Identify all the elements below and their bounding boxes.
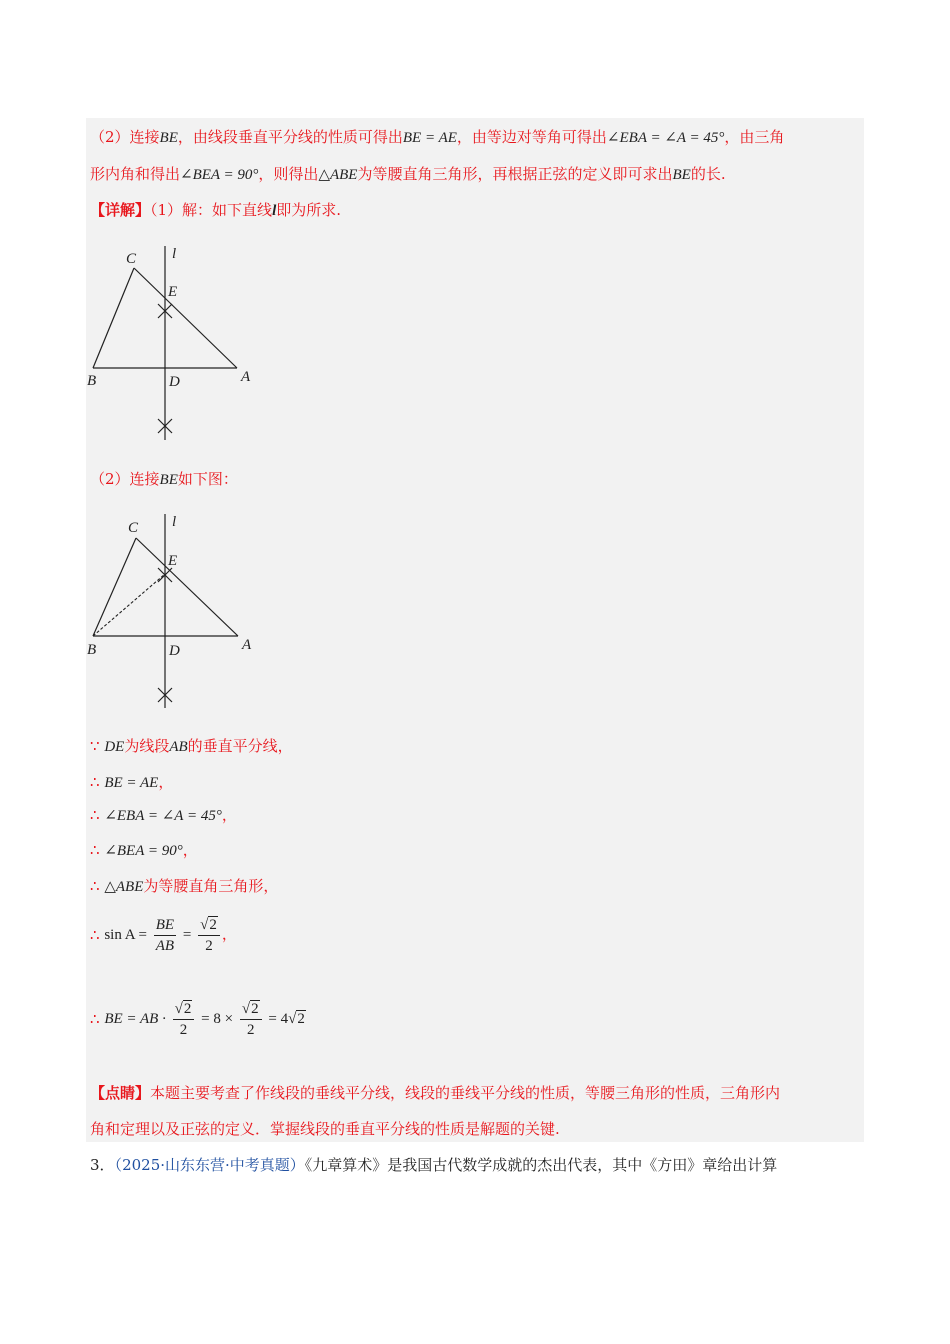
text: 如下图：	[177, 470, 238, 488]
text: 形内角和得出	[90, 165, 181, 183]
side-ca	[134, 268, 237, 368]
therefore-symbol: ∴	[90, 841, 100, 859]
comment-line-1	[90, 1082, 780, 1104]
detail-label: 【详解】	[90, 201, 151, 219]
radicand: 2	[183, 1000, 192, 1017]
text: 的垂直平分线，	[187, 737, 293, 755]
text: ，则得出	[258, 165, 319, 183]
math-be: BE	[159, 130, 178, 146]
side-bc	[93, 268, 134, 368]
because-symbol: ∵	[90, 737, 100, 755]
figure-2	[86, 508, 276, 713]
therefore-symbol: ∴	[90, 1010, 100, 1028]
therefore-symbol: ∴	[90, 877, 100, 895]
text: ，	[158, 773, 174, 791]
math-triangle-abe: △ABE	[318, 167, 358, 183]
step-5	[90, 875, 278, 898]
text: ，由线段垂直平分线的性质可得出	[177, 128, 403, 146]
text: （2）连接	[90, 128, 160, 146]
text: 即为所求.	[276, 201, 342, 219]
text: ，由三角	[724, 128, 785, 146]
math-triangle-abe: △ABE	[104, 879, 144, 895]
therefore-symbol: ∴	[90, 926, 100, 944]
math-eq-8x: = 8 ×	[201, 1011, 234, 1027]
math-angle-eba: ∠EBA = ∠A = 45°	[104, 808, 222, 824]
label-l: l	[172, 246, 177, 262]
comment-label: 【点睛】	[90, 1084, 151, 1102]
math-be: BE	[159, 472, 178, 488]
text: 为线段	[124, 737, 170, 755]
math-be-expr: BE = AB ·	[104, 1011, 166, 1027]
denominator: 2	[246, 1021, 255, 1038]
math-be-eq-ae: BE = AE	[402, 130, 457, 146]
text: 的长.	[690, 165, 726, 183]
label-c: C	[126, 251, 137, 267]
step-1	[90, 735, 293, 758]
label-a: A	[241, 369, 251, 385]
step-6-sine: ∴ sin A = $\frac{BE}{AB}$ = $\frac{√2}{2}$ ，	[90, 916, 237, 954]
label-c: C	[128, 520, 139, 536]
math-be-eq-ae: BE = AE	[104, 775, 159, 791]
text: ，	[221, 806, 237, 824]
question-3	[90, 1154, 777, 1176]
question-number: 3．	[90, 1156, 115, 1174]
step-2	[90, 771, 173, 794]
math-be: BE	[672, 167, 691, 183]
therefore-symbol: ∴	[90, 806, 100, 824]
side-bc	[93, 538, 136, 636]
comment-line-2	[90, 1118, 560, 1140]
label-e: E	[168, 284, 178, 300]
denominator: AB	[155, 937, 175, 954]
text: ，由等边对等角可得出	[456, 128, 607, 146]
numerator: BE	[154, 915, 176, 936]
text: ，	[182, 841, 198, 859]
side-ca	[136, 538, 238, 636]
text: （1）解：如下直线	[150, 201, 273, 219]
text: 本题主要考查了作线段的垂线平分线，线段的垂线平分线的性质，等腰三角形的性质，三角形内	[150, 1084, 781, 1102]
text: （	[114, 1156, 123, 1174]
label-b: B	[87, 642, 97, 658]
text: 为等腰直角三角形，	[143, 877, 279, 895]
math-l: l	[272, 203, 277, 219]
text: 角和定理以及正弦的定义．掌握线段的垂直平分线的性质是解题的关键.	[90, 1120, 560, 1138]
figure-1	[86, 240, 276, 445]
math-angle-eba: ∠EBA = ∠A = 45°	[606, 130, 725, 146]
denominator: 2	[179, 1021, 188, 1038]
fraction-sqrt2-2: $\frac{√2}{2}$	[173, 999, 195, 1040]
math-angle-bea: ∠BEA = 90°	[104, 843, 183, 859]
label-a: A	[242, 637, 252, 653]
denominator: 2	[205, 937, 213, 954]
step-4	[90, 839, 198, 862]
analysis-line-2	[90, 163, 726, 186]
question-text: 《九章算术》是我国古代数学成就的杰出代表，其中《方田》章给出计算	[304, 1156, 778, 1174]
therefore-symbol: ∴	[90, 773, 100, 791]
math-de: DE	[104, 739, 125, 755]
math-eq-4: = 4	[268, 1011, 289, 1027]
step-3	[90, 804, 237, 827]
radicand: 2	[251, 1000, 259, 1017]
text: ，	[221, 925, 237, 943]
label-b: B	[87, 373, 97, 389]
radicand: 2	[297, 1011, 305, 1027]
step-7-result: ∴ BE = AB · $\frac{√2}{2}$ = 8 × $\frac{√2}{2}$ = 4√2	[90, 1000, 305, 1038]
label-e: E	[168, 553, 178, 569]
label-l: l	[172, 514, 177, 530]
fraction-sqrt2-2: $\frac{√2}{2}$	[198, 915, 220, 956]
segment-be-dashed	[93, 574, 165, 636]
math-sin-a: sin A =	[104, 927, 147, 943]
question-source: 2025·山东东营·中考真题	[122, 1156, 290, 1174]
text: ）	[289, 1156, 305, 1174]
fraction-sqrt2-2: $\frac{√2}{2}$	[240, 999, 262, 1040]
detail-line	[90, 199, 341, 222]
part2-line	[90, 468, 238, 491]
analysis-line-1	[90, 126, 784, 149]
math-ab: AB	[169, 739, 188, 755]
math-angle-bea: ∠BEA = 90°	[180, 167, 259, 183]
radicand: 2	[209, 916, 217, 933]
label-d: D	[169, 374, 180, 390]
text: 为等腰直角三角形，再根据正弦的定义即可求出	[357, 165, 673, 183]
fraction-be-ab	[154, 915, 176, 956]
label-d: D	[169, 643, 180, 659]
text: （2）连接	[90, 470, 160, 488]
